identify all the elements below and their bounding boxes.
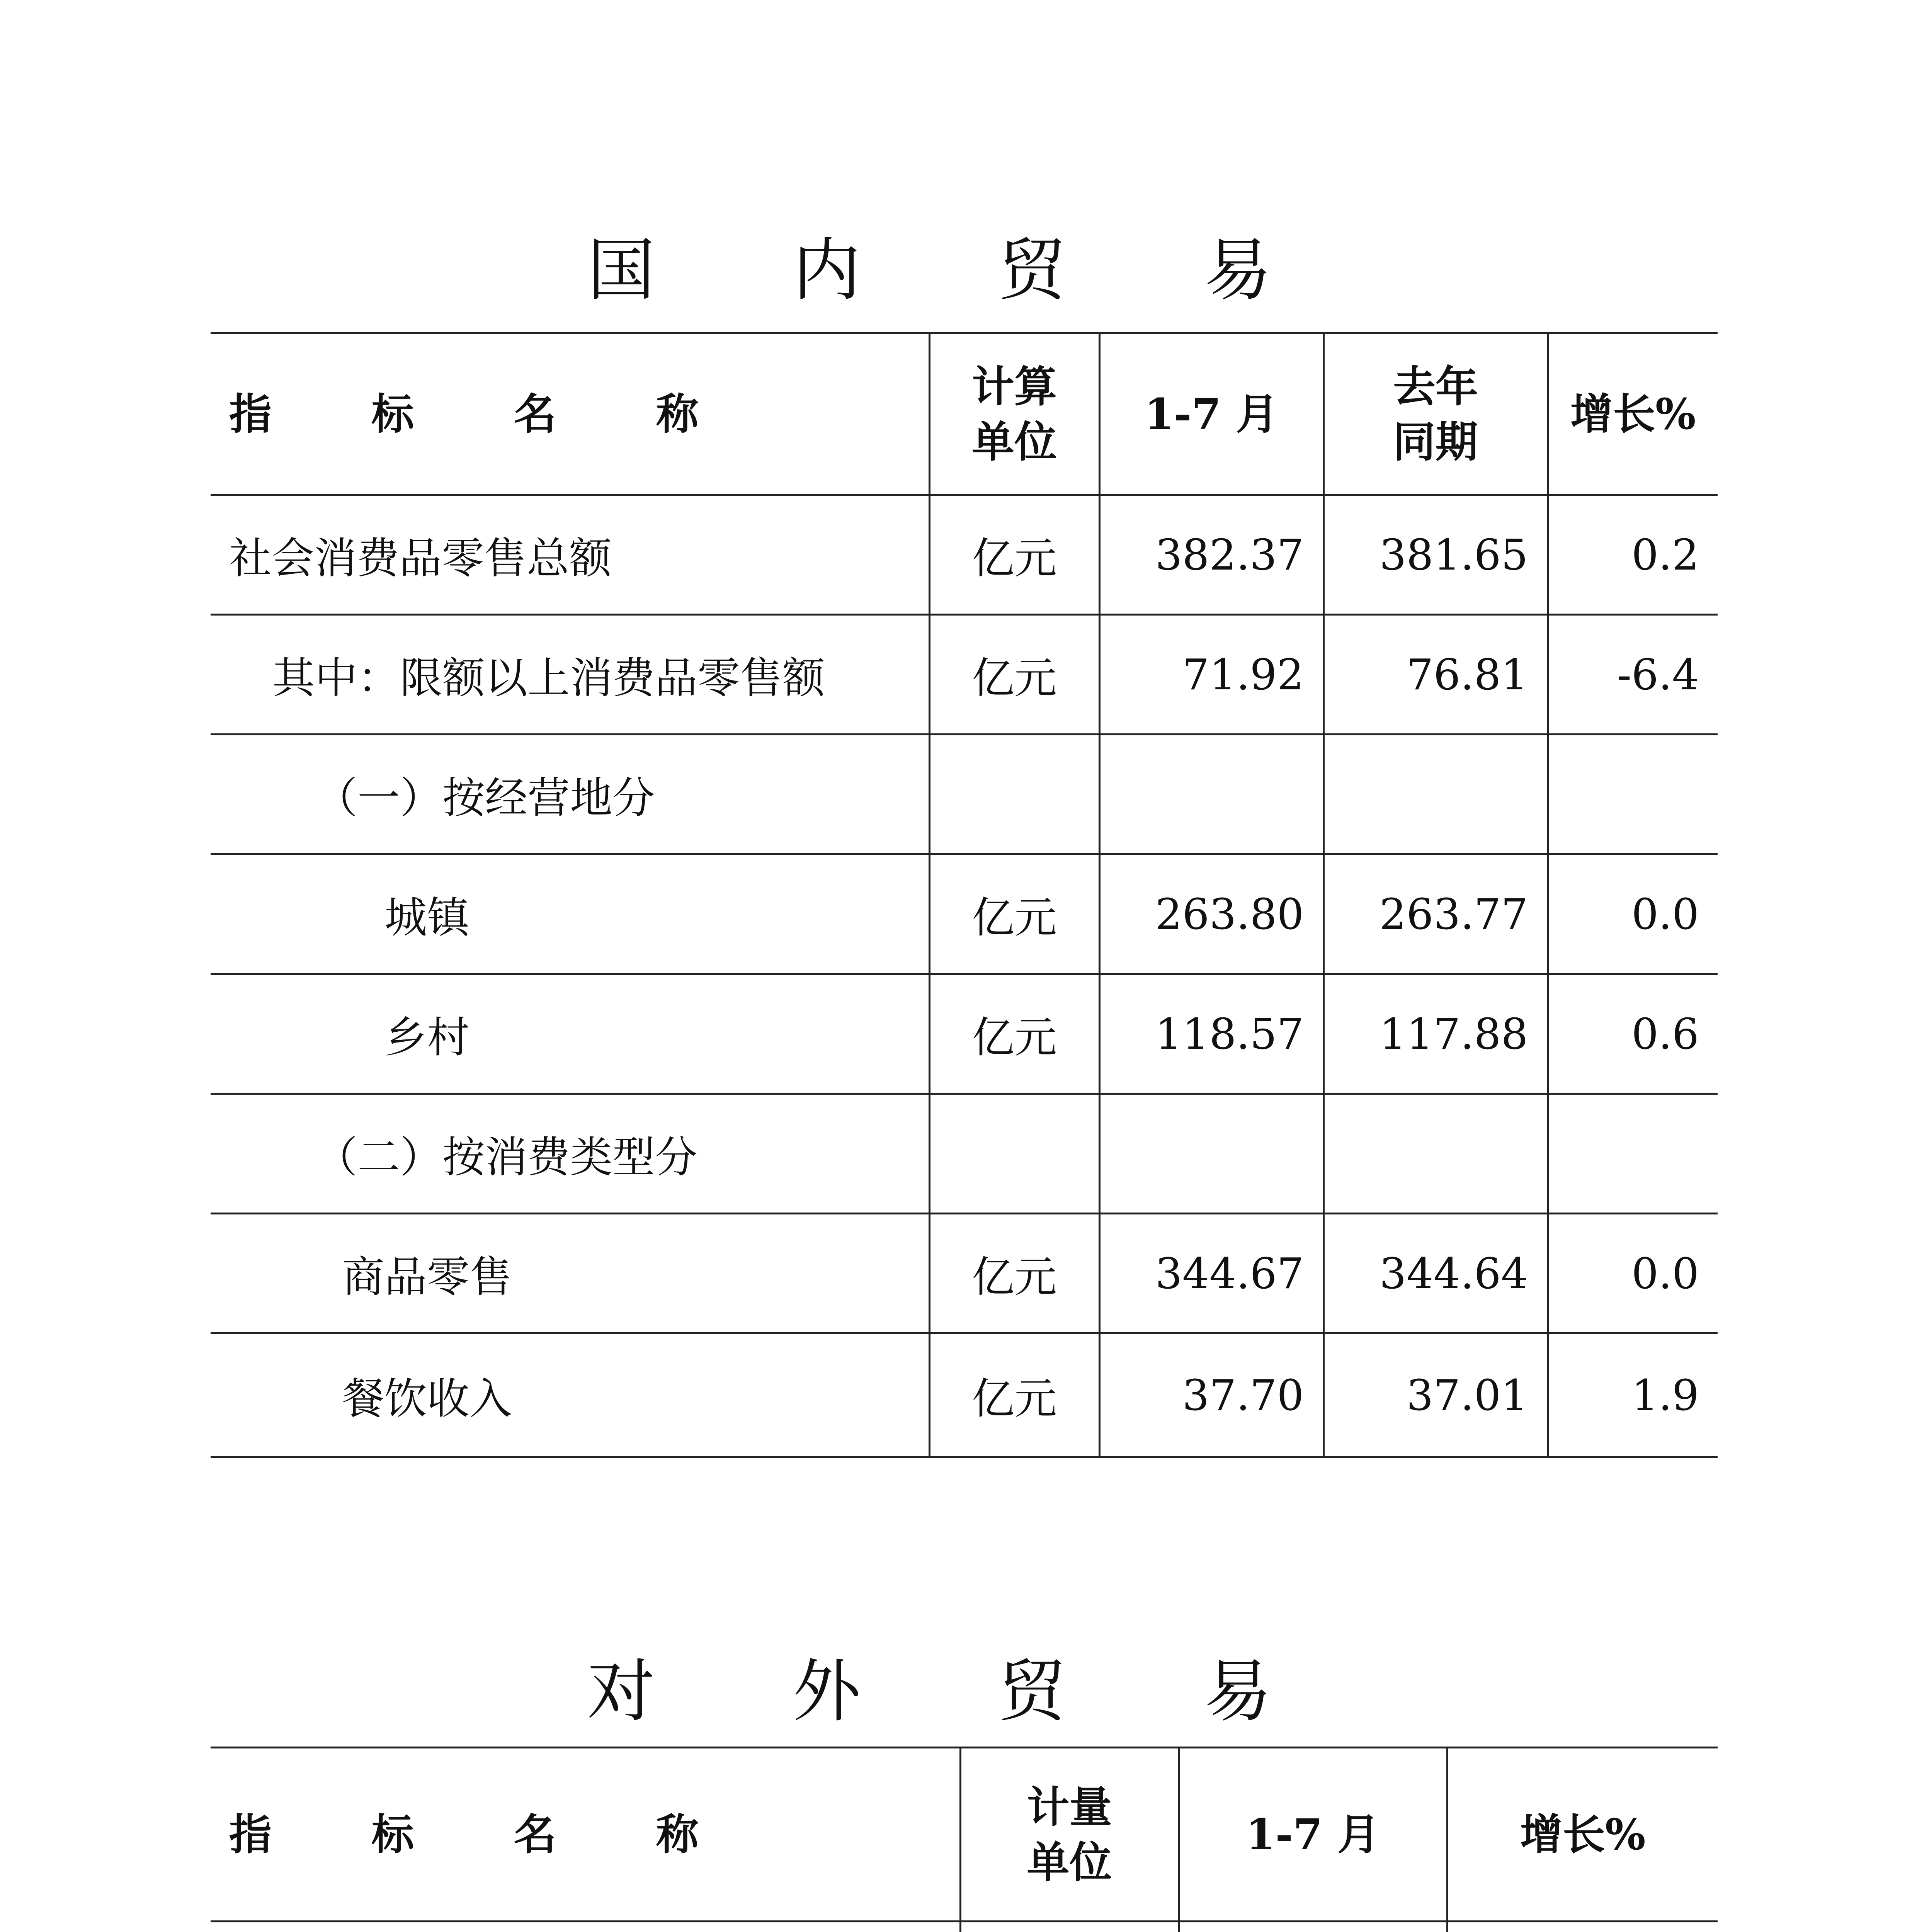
row-growth: 0.0 (1548, 1214, 1718, 1333)
header-unit (960, 1748, 1179, 1922)
row-last-year: 117.88 (1323, 974, 1548, 1094)
row-unit: 亿元 (929, 974, 1099, 1094)
row-name: 商品零售 (211, 1214, 929, 1333)
row-name (211, 1922, 960, 1932)
row-value: 344.67 (1099, 1214, 1323, 1333)
header-last-line1: 去年 (1393, 361, 1478, 412)
row-growth: -6.4 (1548, 615, 1718, 735)
table-row (211, 1922, 1718, 1932)
row-unit: 亿元 (929, 854, 1099, 974)
row-last-year: 344.64 (1323, 1214, 1548, 1333)
header-unit-line2: 单位 (1027, 1837, 1112, 1887)
header-indicator-name: 指 标 名 称 (211, 1748, 960, 1922)
header-indicator-name: 指 标 名 称 (211, 333, 929, 495)
table-row (211, 1333, 1718, 1457)
header-last-year (1323, 333, 1548, 495)
row-growth: 0.0 (1548, 854, 1718, 974)
row-unit: 亿元 (929, 1214, 1099, 1333)
domestic-trade-table (211, 332, 1718, 1458)
row-growth (1447, 1922, 1718, 1932)
table-row (211, 974, 1718, 1094)
row-unit: 亿元 (929, 1333, 1099, 1457)
row-last-year (1323, 735, 1548, 854)
row-unit: 亿元 (929, 495, 1099, 615)
table-row (211, 1094, 1718, 1214)
row-value: 71.92 (1099, 615, 1323, 735)
row-name: （二）按消费类型分 (211, 1094, 929, 1214)
row-value: 37.70 (1099, 1333, 1323, 1457)
row-value: 263.80 (1099, 854, 1323, 974)
table-row (211, 615, 1718, 735)
row-growth (1548, 735, 1718, 854)
row-last-year: 76.81 (1323, 615, 1548, 735)
row-growth: 0.6 (1548, 974, 1718, 1094)
row-name: 其中：限额以上消费品零售额 (211, 615, 929, 735)
domestic-trade-title: 国 内 贸 易 (587, 231, 1330, 310)
table-header-row (211, 333, 1718, 495)
table-row (211, 854, 1718, 974)
row-last-year: 37.01 (1323, 1333, 1548, 1457)
row-unit (929, 1094, 1099, 1214)
row-name: 社会消费品零售总额 (211, 495, 929, 615)
row-value (1179, 1922, 1447, 1932)
header-unit-line1: 计算 (972, 361, 1057, 412)
table-row (211, 735, 1718, 854)
row-growth (1548, 1094, 1718, 1214)
row-name: 餐饮收入 (211, 1333, 929, 1457)
row-value: 118.57 (1099, 974, 1323, 1094)
header-period: 1-7 月 (1099, 333, 1323, 495)
header-last-line2: 同期 (1393, 417, 1478, 467)
row-name: （一）按经营地分 (211, 735, 929, 854)
row-value: 382.37 (1099, 495, 1323, 615)
row-unit (929, 735, 1099, 854)
table-header-row (211, 1748, 1718, 1922)
header-growth: 增长% (1548, 333, 1718, 495)
foreign-trade-title: 对 外 贸 易 (587, 1652, 1330, 1731)
header-growth: 增长% (1447, 1748, 1718, 1922)
row-value (1099, 1094, 1323, 1214)
row-last-year (1323, 1094, 1548, 1214)
row-value (1099, 735, 1323, 854)
header-unit-line1: 计量 (1027, 1782, 1112, 1832)
table-row (211, 495, 1718, 615)
row-growth: 1.9 (1548, 1333, 1718, 1457)
row-unit (960, 1922, 1179, 1932)
row-name: 乡村 (211, 974, 929, 1094)
header-unit (929, 333, 1099, 495)
row-unit: 亿元 (929, 615, 1099, 735)
row-last-year: 381.65 (1323, 495, 1548, 615)
foreign-trade-table (211, 1747, 1718, 1932)
row-last-year: 263.77 (1323, 854, 1548, 974)
header-period: 1-7 月 (1179, 1748, 1447, 1922)
row-growth: 0.2 (1548, 495, 1718, 615)
header-unit-line2: 单位 (972, 417, 1057, 467)
table-row (211, 1214, 1718, 1333)
row-name: 城镇 (211, 854, 929, 974)
